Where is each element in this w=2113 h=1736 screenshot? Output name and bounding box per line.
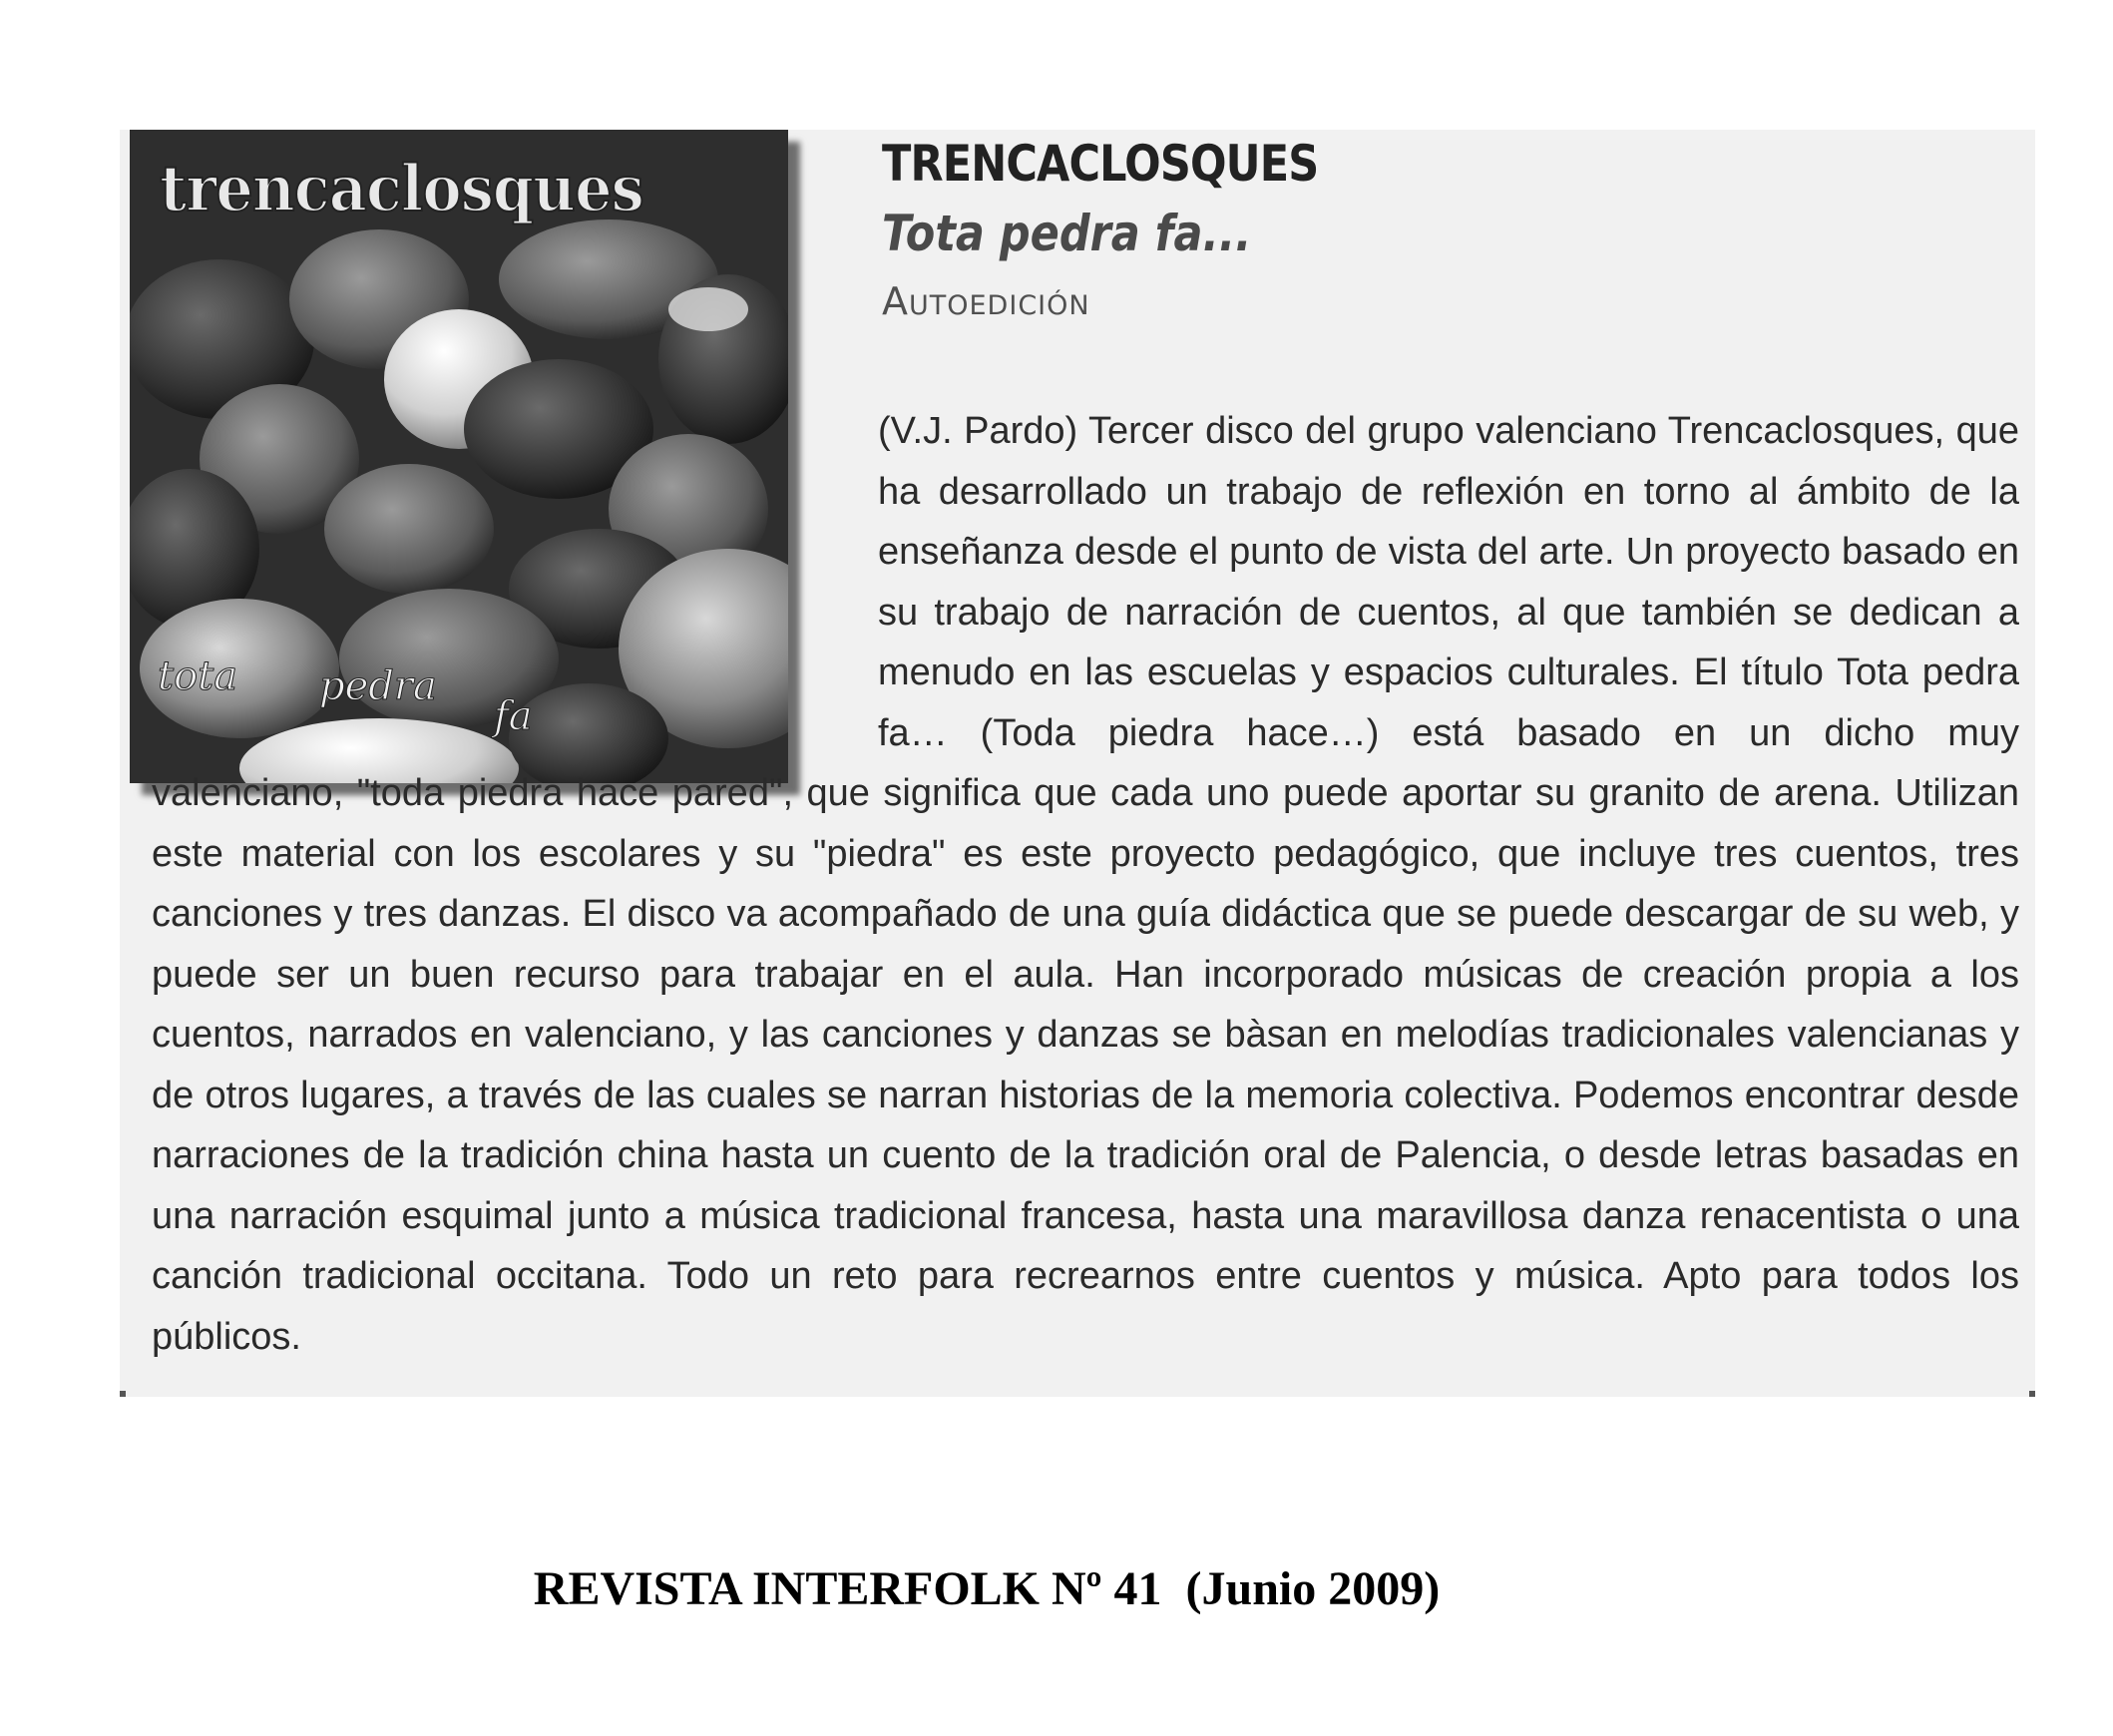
caption-text: REVISTA INTERFOLK Nº 41 (Junio 2009) xyxy=(533,1562,1441,1615)
scan-speck xyxy=(2029,1391,2035,1397)
review-text xyxy=(152,401,2019,1367)
record-label: Autoedición xyxy=(882,279,1090,323)
cover-title-text: trencaclosques xyxy=(160,152,643,226)
cover-word-fa: fa xyxy=(494,693,533,739)
review-paragraph: (V.J. Pardo) Tercer disco del grupo valenciano Trencaclosques, que ha desarrollado un trabajo de reflexión en torno al ámbito de la enseñanza desde el punto de vista del arte. Un proyecto basado en su trabajo de narración de cuentos, al que también se dedican a menudo en las escuelas y espacios culturales. El título Tota pedra fa… (Toda piedra hace…) está basado en un dicho muy valenciano, "toda piedra hace pared", que significa que cada uno puede aportar su granito de arena. Utilizan este material con los escolares y su "piedra" es este proyecto pedagógico, que incluye tres cuentos, tres canciones y tres danzas. El disco va acompañado de una guía didáctica que se puede descargar de su web, y puede ser un buen recurso para trabajar en el aula. Han incorporado músicas de creación propia a los cuentos, narrados en valenciano, y las canciones y danzas se bàsan en melodías tradicionales valencianas y de otros lugares, a través de las cuales se narran historias de la memoria colectiva. Podemos encontrar desde narraciones de la tradición china hasta un cuento de la tradición oral de Palencia, o desde letras basadas en una narración esquimal junto a música tradicional francesa, hasta una maravillosa danza renacentista o una canción tradicional occitana. Todo un reto para recrearnos entre cuentos y música. Apto para todos los públicos. xyxy=(152,410,2019,1358)
review-header xyxy=(882,132,2019,331)
scan-speck xyxy=(120,1391,126,1397)
album-title: Tota pedra fa... xyxy=(882,205,1252,262)
cover-word-tota: tota xyxy=(158,653,238,699)
publication-caption xyxy=(0,1561,2113,1616)
band-name: TRENCACLOSQUES xyxy=(882,135,1319,193)
cover-word-pedra: pedra xyxy=(319,663,437,709)
